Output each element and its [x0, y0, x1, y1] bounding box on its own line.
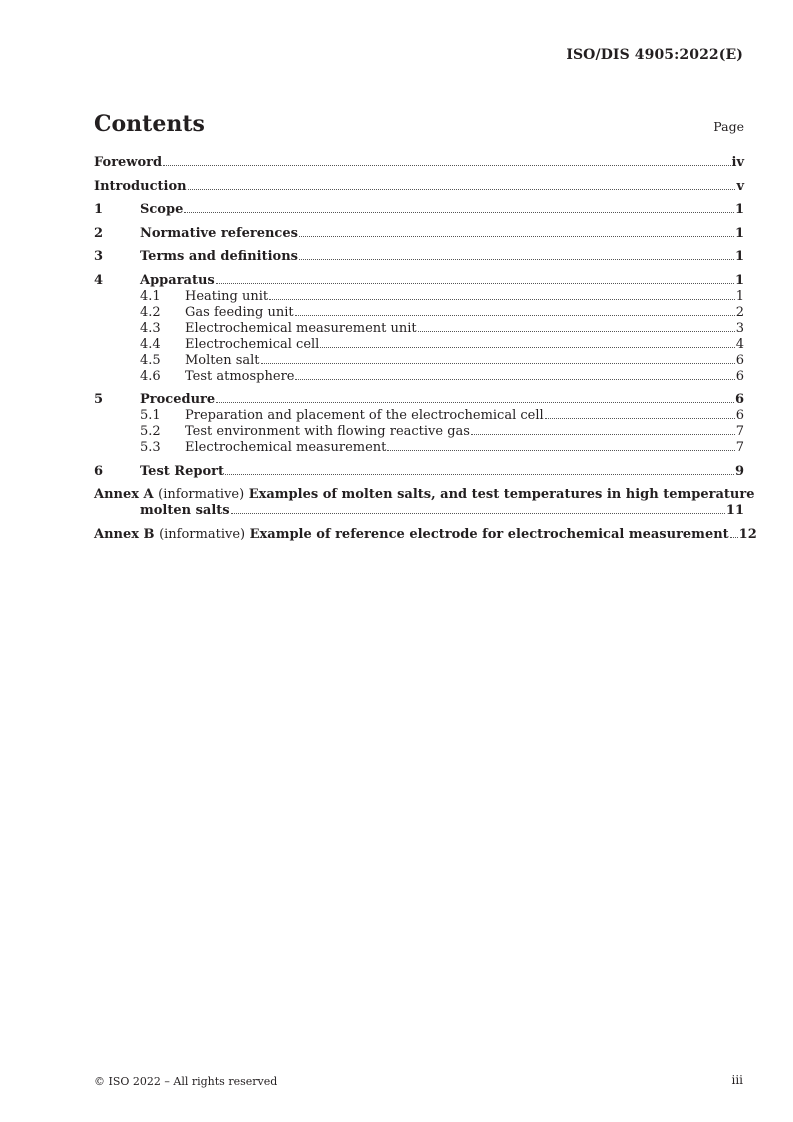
toc-entry-number: 5.3: [140, 440, 161, 455]
annex-a-title-line1: Examples of molten salts, and test temperatures in high temperature: [248, 487, 755, 502]
dot-leader: [295, 315, 735, 316]
toc-subentry-electrochemical-cell[interactable]: [94, 337, 744, 353]
toc-entry-page: 12: [738, 526, 757, 542]
annex-a-info: (informative): [158, 487, 245, 502]
toc-entry-label: Electrochemical cell: [185, 336, 320, 352]
toc-entry-normative-references[interactable]: [94, 226, 744, 242]
toc-entry-apparatus[interactable]: [94, 273, 744, 289]
dot-leader: [231, 513, 725, 514]
toc-entry-procedure[interactable]: [94, 392, 744, 408]
annex-b-prefix: Annex B: [94, 526, 155, 542]
toc-entry-number: 4.1: [140, 288, 161, 304]
toc-entry-page: 9: [734, 463, 744, 479]
annex-b-title: Example of reference electrode for electrochemical measurement: [249, 526, 729, 542]
annex-a-prefix: Annex A: [94, 487, 154, 502]
toc-entry-number: 4.5: [140, 352, 161, 368]
toc-subentry-test-atmosphere[interactable]: [94, 369, 744, 385]
dot-leader: [216, 283, 734, 284]
table-of-contents: [94, 155, 757, 543]
annex-a-second-line: [94, 503, 744, 519]
toc-entry-page: 1: [734, 202, 744, 217]
toc-subentry-heating-unit[interactable]: [94, 289, 744, 305]
toc-entry-scope[interactable]: [94, 202, 744, 218]
toc-entry-label: Terms and definitions: [140, 249, 298, 264]
toc-entry-number: 4.4: [140, 336, 161, 352]
toc-subentry-molten-salt[interactable]: [94, 353, 744, 369]
toc-entry-page: v: [736, 178, 744, 194]
footer-copyright: © ISO 2022 – All rights reserved: [94, 1075, 278, 1088]
toc-entry-page: 4: [735, 336, 744, 352]
document-id: ISO/DIS 4905:2022(E): [566, 47, 743, 63]
toc-entry-test-report[interactable]: [94, 464, 744, 480]
toc-entry-page: 7: [735, 424, 744, 439]
annex-b-info: (informative): [159, 526, 246, 542]
toc-subentry-electrochemical-measurement-unit[interactable]: [94, 321, 744, 337]
toc-entry-label: Foreword: [94, 155, 163, 170]
toc-entry-label: Preparation and placement of the electrochemical cell: [185, 408, 544, 423]
toc-entry-page: 6: [735, 368, 744, 384]
toc-entry-number: 1: [94, 202, 104, 217]
dot-leader: [261, 363, 735, 364]
toc-entry-annex-a[interactable]: [94, 487, 755, 519]
toc-entry-page: 1: [734, 272, 744, 288]
toc-entry-number: 5.2: [140, 424, 161, 439]
toc-entry-number: 3: [94, 249, 104, 264]
toc-entry-page: 6: [735, 408, 744, 423]
dot-leader: [299, 259, 734, 260]
toc-entry-number: 4: [94, 272, 104, 288]
dot-leader: [269, 299, 735, 300]
toc-entry-annex-b[interactable]: [94, 526, 757, 543]
toc-entry-page: 7: [735, 440, 744, 455]
toc-entry-label: Molten salt: [185, 352, 260, 368]
dot-leader: [225, 474, 734, 475]
toc-entry-number: 6: [94, 463, 104, 479]
toc-entry-terms-and-definitions[interactable]: [94, 249, 744, 265]
toc-entry-label: Heating unit: [185, 288, 269, 304]
toc-entry-introduction[interactable]: [94, 179, 744, 195]
page-column-label: Page: [713, 119, 744, 134]
toc-header: [94, 111, 744, 141]
toc-entry-number: 4.6: [140, 368, 161, 384]
toc-subentry-electrochemical-measurement[interactable]: [94, 440, 744, 456]
dot-leader: [184, 212, 734, 213]
dot-leader: [730, 537, 738, 538]
toc-entry-number: 4.2: [140, 304, 161, 320]
dot-leader: [387, 450, 734, 451]
toc-entry-label: Test Report: [140, 463, 224, 479]
dot-leader: [299, 236, 734, 237]
toc-entry-page: 1: [735, 288, 744, 304]
toc-entry-label: Procedure: [140, 392, 216, 407]
toc-entry-label: Introduction: [94, 178, 187, 194]
dot-leader: [188, 189, 736, 190]
dot-leader: [418, 331, 735, 332]
annex-b-label: [94, 527, 729, 543]
toc-entry-number: 2: [94, 225, 104, 241]
toc-entry-number: 5.1: [140, 408, 161, 423]
toc-entry-page: 3: [735, 320, 744, 336]
toc-entry-label: Test environment with flowing reactive gas: [185, 424, 470, 439]
toc-subentry-test-environment[interactable]: [94, 424, 744, 440]
toc-entry-page: 11: [725, 503, 744, 518]
toc-entry-label: Scope: [140, 202, 184, 217]
footer-page-number: iii: [731, 1073, 743, 1087]
toc-entry-number: 5: [94, 392, 104, 407]
toc-entry-foreword[interactable]: [94, 155, 744, 171]
dot-leader: [163, 165, 730, 166]
annex-a-title-line2: molten salts: [140, 503, 230, 518]
toc-entry-label: Electrochemical measurement: [185, 440, 387, 455]
toc-entry-label: Test atmosphere: [185, 368, 295, 384]
dot-leader: [216, 402, 734, 403]
toc-entry-page: 1: [734, 225, 744, 241]
toc-subentry-gas-feeding-unit[interactable]: [94, 305, 744, 321]
annex-a-first-line: [94, 487, 755, 503]
toc-entry-page: iv: [731, 155, 744, 170]
dot-leader: [471, 434, 735, 435]
toc-subentry-preparation[interactable]: [94, 408, 744, 424]
toc-entry-page: 6: [735, 352, 744, 368]
toc-title: Contents: [94, 111, 205, 137]
dot-leader: [295, 379, 734, 380]
toc-entry-page: 6: [734, 392, 744, 407]
toc-entry-page: 1: [734, 249, 744, 264]
toc-entry-label: Apparatus: [140, 272, 215, 288]
toc-entry-label: Normative references: [140, 225, 298, 241]
toc-entry-label: Electrochemical measurement unit: [185, 320, 417, 336]
toc-entry-page: 2: [735, 304, 744, 320]
dot-leader: [545, 418, 735, 419]
toc-entry-label: Gas feeding unit: [185, 304, 294, 320]
toc-entry-number: 4.3: [140, 320, 161, 336]
dot-leader: [320, 347, 734, 348]
